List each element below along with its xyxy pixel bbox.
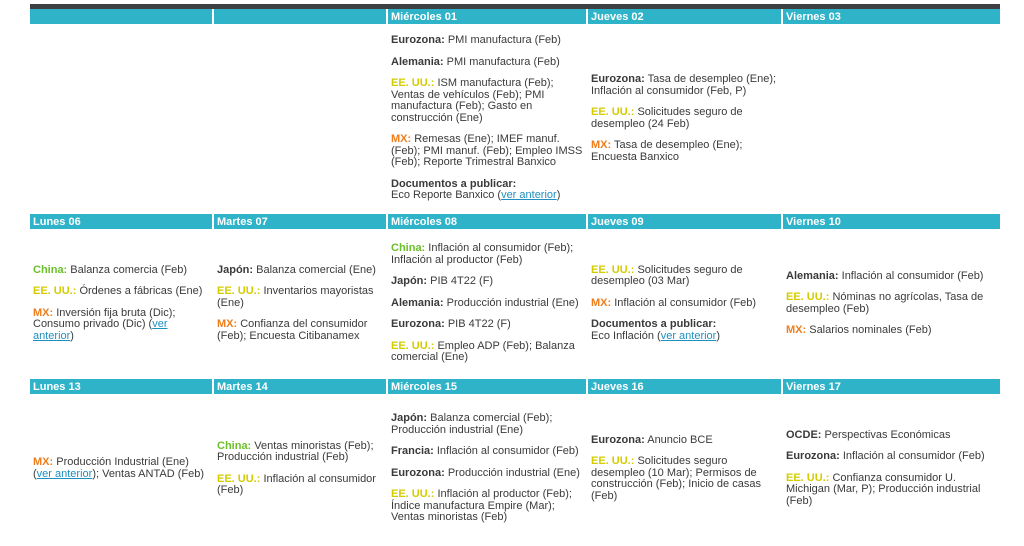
day-header: Viernes 03 xyxy=(782,9,1000,24)
day-header: Martes 14 xyxy=(213,379,387,394)
day-header: Lunes 06 xyxy=(30,214,213,229)
day-header xyxy=(213,9,387,24)
ver-anterior-link[interactable]: ver anterior xyxy=(33,318,168,342)
country-label: MX: xyxy=(591,139,612,151)
country-label: Eurozona: xyxy=(391,34,445,47)
documents-title: Documentos a publicar: xyxy=(391,177,517,190)
day-header: Lunes 13 xyxy=(30,379,213,394)
country-label: EE. UU.: xyxy=(786,291,830,303)
day-cell xyxy=(587,229,782,379)
event-entry xyxy=(391,243,583,266)
event-entry xyxy=(217,286,383,309)
event-entry xyxy=(786,451,997,463)
day-cell xyxy=(782,229,1000,379)
country-label: MX: xyxy=(591,296,612,309)
country-label: EE. UU.: xyxy=(217,285,261,298)
document-text: Eco Inflación ( xyxy=(591,329,661,342)
event-entry xyxy=(217,441,383,464)
day-header: Viernes 17 xyxy=(782,379,1000,394)
day-header: Miércoles 01 xyxy=(387,9,587,24)
day-header: Martes 07 xyxy=(213,214,387,229)
event-entry xyxy=(391,319,583,331)
day-cell xyxy=(30,394,213,544)
event-text: Inflación al consumidor (Feb) xyxy=(433,445,579,458)
event-text: PIB 4T22 (F) xyxy=(444,318,511,331)
country-label: Alemania: xyxy=(391,55,444,68)
day-cell xyxy=(782,394,1000,544)
week-row xyxy=(30,24,1000,214)
day-cell xyxy=(213,394,387,544)
event-text: Solicitudes seguro desempleo (10 Mar); Permisos de construcción (Feb); Inicio de casas (Feb) xyxy=(591,455,761,502)
event-entry xyxy=(217,265,383,277)
event-text: PMI manufactura (Feb) xyxy=(443,55,560,68)
country-label: Eurozona: xyxy=(391,318,445,331)
event-entry xyxy=(391,35,583,47)
day-cell xyxy=(30,229,213,379)
day-cell xyxy=(213,229,387,379)
day-cell xyxy=(387,24,587,214)
event-entry xyxy=(391,341,583,364)
country-label: Japón: xyxy=(391,275,428,288)
country-label: EE. UU.: xyxy=(591,455,635,468)
event-entry xyxy=(591,140,778,163)
country-label: Japón: xyxy=(391,412,428,425)
event-text-close: ) xyxy=(70,329,74,342)
event-entry xyxy=(391,468,583,480)
documents-entry xyxy=(591,319,778,342)
event-entry xyxy=(33,308,209,343)
document-text: Eco Reporte Banxico ( xyxy=(391,189,502,202)
country-label: OCDE: xyxy=(786,428,822,441)
week-row xyxy=(30,394,1000,544)
country-label: EE. UU.: xyxy=(591,106,635,118)
country-label: Alemania: xyxy=(391,296,444,309)
ver-anterior-link[interactable]: ver anterior xyxy=(501,189,557,202)
day-cell xyxy=(387,229,587,379)
event-text: Inflación al consumidor (Feb) xyxy=(611,296,757,309)
event-entry xyxy=(786,473,997,508)
day-header: Jueves 02 xyxy=(587,9,782,24)
event-text: Confianza consumidor U. Michigan (Mar, P); Producción industrial (Feb) xyxy=(786,471,981,507)
day-header: Jueves 16 xyxy=(587,379,782,394)
country-label: Eurozona: xyxy=(591,73,645,85)
economic-calendar-table xyxy=(30,9,1000,544)
day-cell xyxy=(587,24,782,214)
event-text: Inversión fija bruta (Dic); Consumo privado (Dic) ( xyxy=(33,306,176,331)
document-close: ) xyxy=(556,189,561,202)
country-label: Japón: xyxy=(217,263,254,276)
event-entry xyxy=(391,78,583,124)
event-text: Tasa de desempleo (Ene); Inflación al consumidor (Feb, P) xyxy=(591,73,777,97)
day-header xyxy=(30,9,213,24)
event-text: Balanza comercial (Ene) xyxy=(253,263,376,276)
event-text: Inflación al productor (Feb); Índice manufactura Empire (Mar); Ventas minoristas (Feb) xyxy=(391,488,572,524)
event-text: Producción Industrial (Ene) ( xyxy=(33,456,189,480)
event-entry xyxy=(786,271,997,283)
country-label: China: xyxy=(33,263,68,276)
event-text: Solicitudes seguro de desempleo (03 Mar) xyxy=(591,263,743,288)
event-entry xyxy=(786,292,997,315)
event-entry xyxy=(591,435,778,447)
day-cell xyxy=(782,24,1000,214)
event-text: Balanza comercia (Feb) xyxy=(67,263,188,276)
ver-anterior-link[interactable]: ver anterior xyxy=(660,329,717,342)
day-header: Miércoles 08 xyxy=(387,214,587,229)
event-entry xyxy=(391,276,583,288)
event-text: Anuncio BCE xyxy=(644,433,713,446)
country-label: Francia: xyxy=(391,445,434,458)
country-label: MX: xyxy=(786,324,807,336)
week-row xyxy=(30,229,1000,379)
documents-entry xyxy=(391,179,583,202)
event-entry xyxy=(591,456,778,502)
day-cell xyxy=(30,24,213,214)
event-text: Inflación al consumidor (Feb) xyxy=(838,269,984,282)
day-header: Miércoles 15 xyxy=(387,379,587,394)
event-entry xyxy=(391,446,583,458)
event-entry xyxy=(591,107,778,130)
event-entry xyxy=(591,74,778,97)
day-header: Viernes 10 xyxy=(782,214,1000,229)
country-label: EE. UU.: xyxy=(391,339,435,352)
country-label: MX: xyxy=(33,456,54,468)
event-text: Tasa de desempleo (Ene); Encuesta Banxico xyxy=(591,139,743,163)
document-close: ) xyxy=(716,329,721,342)
day-cell xyxy=(587,394,782,544)
country-label: China: xyxy=(217,439,252,452)
country-label: EE. UU.: xyxy=(786,471,830,484)
country-label: Eurozona: xyxy=(786,450,840,463)
country-label: Eurozona: xyxy=(591,433,645,446)
event-text: Perspectivas Económicas xyxy=(821,428,951,441)
event-entry xyxy=(591,265,778,288)
event-text-close: ); Ventas ANTAD (Feb) xyxy=(92,467,204,480)
event-text: Balanza comercial (Feb); Producción industrial (Ene) xyxy=(391,412,553,436)
event-text: Solicitudes seguro de desempleo (24 Feb) xyxy=(591,106,743,130)
event-entry xyxy=(786,325,997,337)
event-text: Remesas (Ene); IMEF manuf. (Feb); PMI manuf. (Feb); Empleo IMSS (Feb); Reporte Trimestral Banxico xyxy=(391,133,583,169)
event-text: Ventas minoristas (Feb); Producción industrial (Feb) xyxy=(217,439,374,463)
event-entry xyxy=(391,413,583,436)
event-entry xyxy=(33,265,209,277)
event-text: Inflación al consumidor (Feb) xyxy=(217,472,376,496)
event-text: Empleo ADP (Feb); Balanza comercial (Ene) xyxy=(391,339,575,364)
event-entry xyxy=(33,457,209,480)
day-cell xyxy=(387,394,587,544)
week-header-row xyxy=(30,214,1000,229)
day-header: Jueves 09 xyxy=(587,214,782,229)
event-text: Inflación al consumidor (Feb) xyxy=(839,450,985,463)
week-header-row xyxy=(30,379,1000,394)
event-entry xyxy=(217,474,383,497)
day-cell xyxy=(213,24,387,214)
week-header-row xyxy=(30,9,1000,24)
event-text: Producción industrial (Ene) xyxy=(444,466,580,479)
event-text: Órdenes a fábricas (Ene) xyxy=(76,285,203,298)
event-entry xyxy=(217,319,383,342)
event-text: PMI manufactura (Feb) xyxy=(444,34,561,47)
event-entry xyxy=(786,430,997,442)
event-entry xyxy=(33,286,209,298)
country-label: Alemania: xyxy=(786,269,839,282)
event-entry xyxy=(391,134,583,169)
country-label: EE. UU.: xyxy=(391,77,435,90)
country-label: EE. UU.: xyxy=(217,472,261,485)
event-text: ISM manufactura (Feb); Ventas de vehículos (Feb); PMI manufactura (Feb); Gasto en construcción (Ene) xyxy=(391,77,554,124)
documents-title: Documentos a publicar: xyxy=(591,318,717,331)
country-label: EE. UU.: xyxy=(33,285,77,298)
country-label: MX: xyxy=(33,306,54,319)
event-text: Inflación al consumidor (Feb); Inflación al productor (Feb) xyxy=(391,242,574,266)
event-text: Inventarios mayoristas (Ene) xyxy=(217,285,374,309)
country-label: MX: xyxy=(391,133,412,146)
event-entry xyxy=(391,298,583,310)
country-label: China: xyxy=(391,242,426,255)
event-entry xyxy=(391,489,583,524)
country-label: Eurozona: xyxy=(391,466,445,479)
event-text: PIB 4T22 (F) xyxy=(427,275,494,288)
event-text: Salarios nominales (Feb) xyxy=(806,324,932,336)
event-entry xyxy=(591,298,778,310)
event-entry xyxy=(391,57,583,69)
event-text: Confianza del consumidor (Feb); Encuesta Citibanamex xyxy=(217,318,368,342)
ver-anterior-link[interactable]: ver anterior xyxy=(36,467,93,480)
event-text: Nóminas no agrícolas, Tasa de desempleo (Feb) xyxy=(786,291,984,315)
country-label: MX: xyxy=(217,318,238,331)
country-label: EE. UU.: xyxy=(391,488,435,501)
event-text: Producción industrial (Ene) xyxy=(443,296,579,309)
country-label: EE. UU.: xyxy=(591,263,635,276)
